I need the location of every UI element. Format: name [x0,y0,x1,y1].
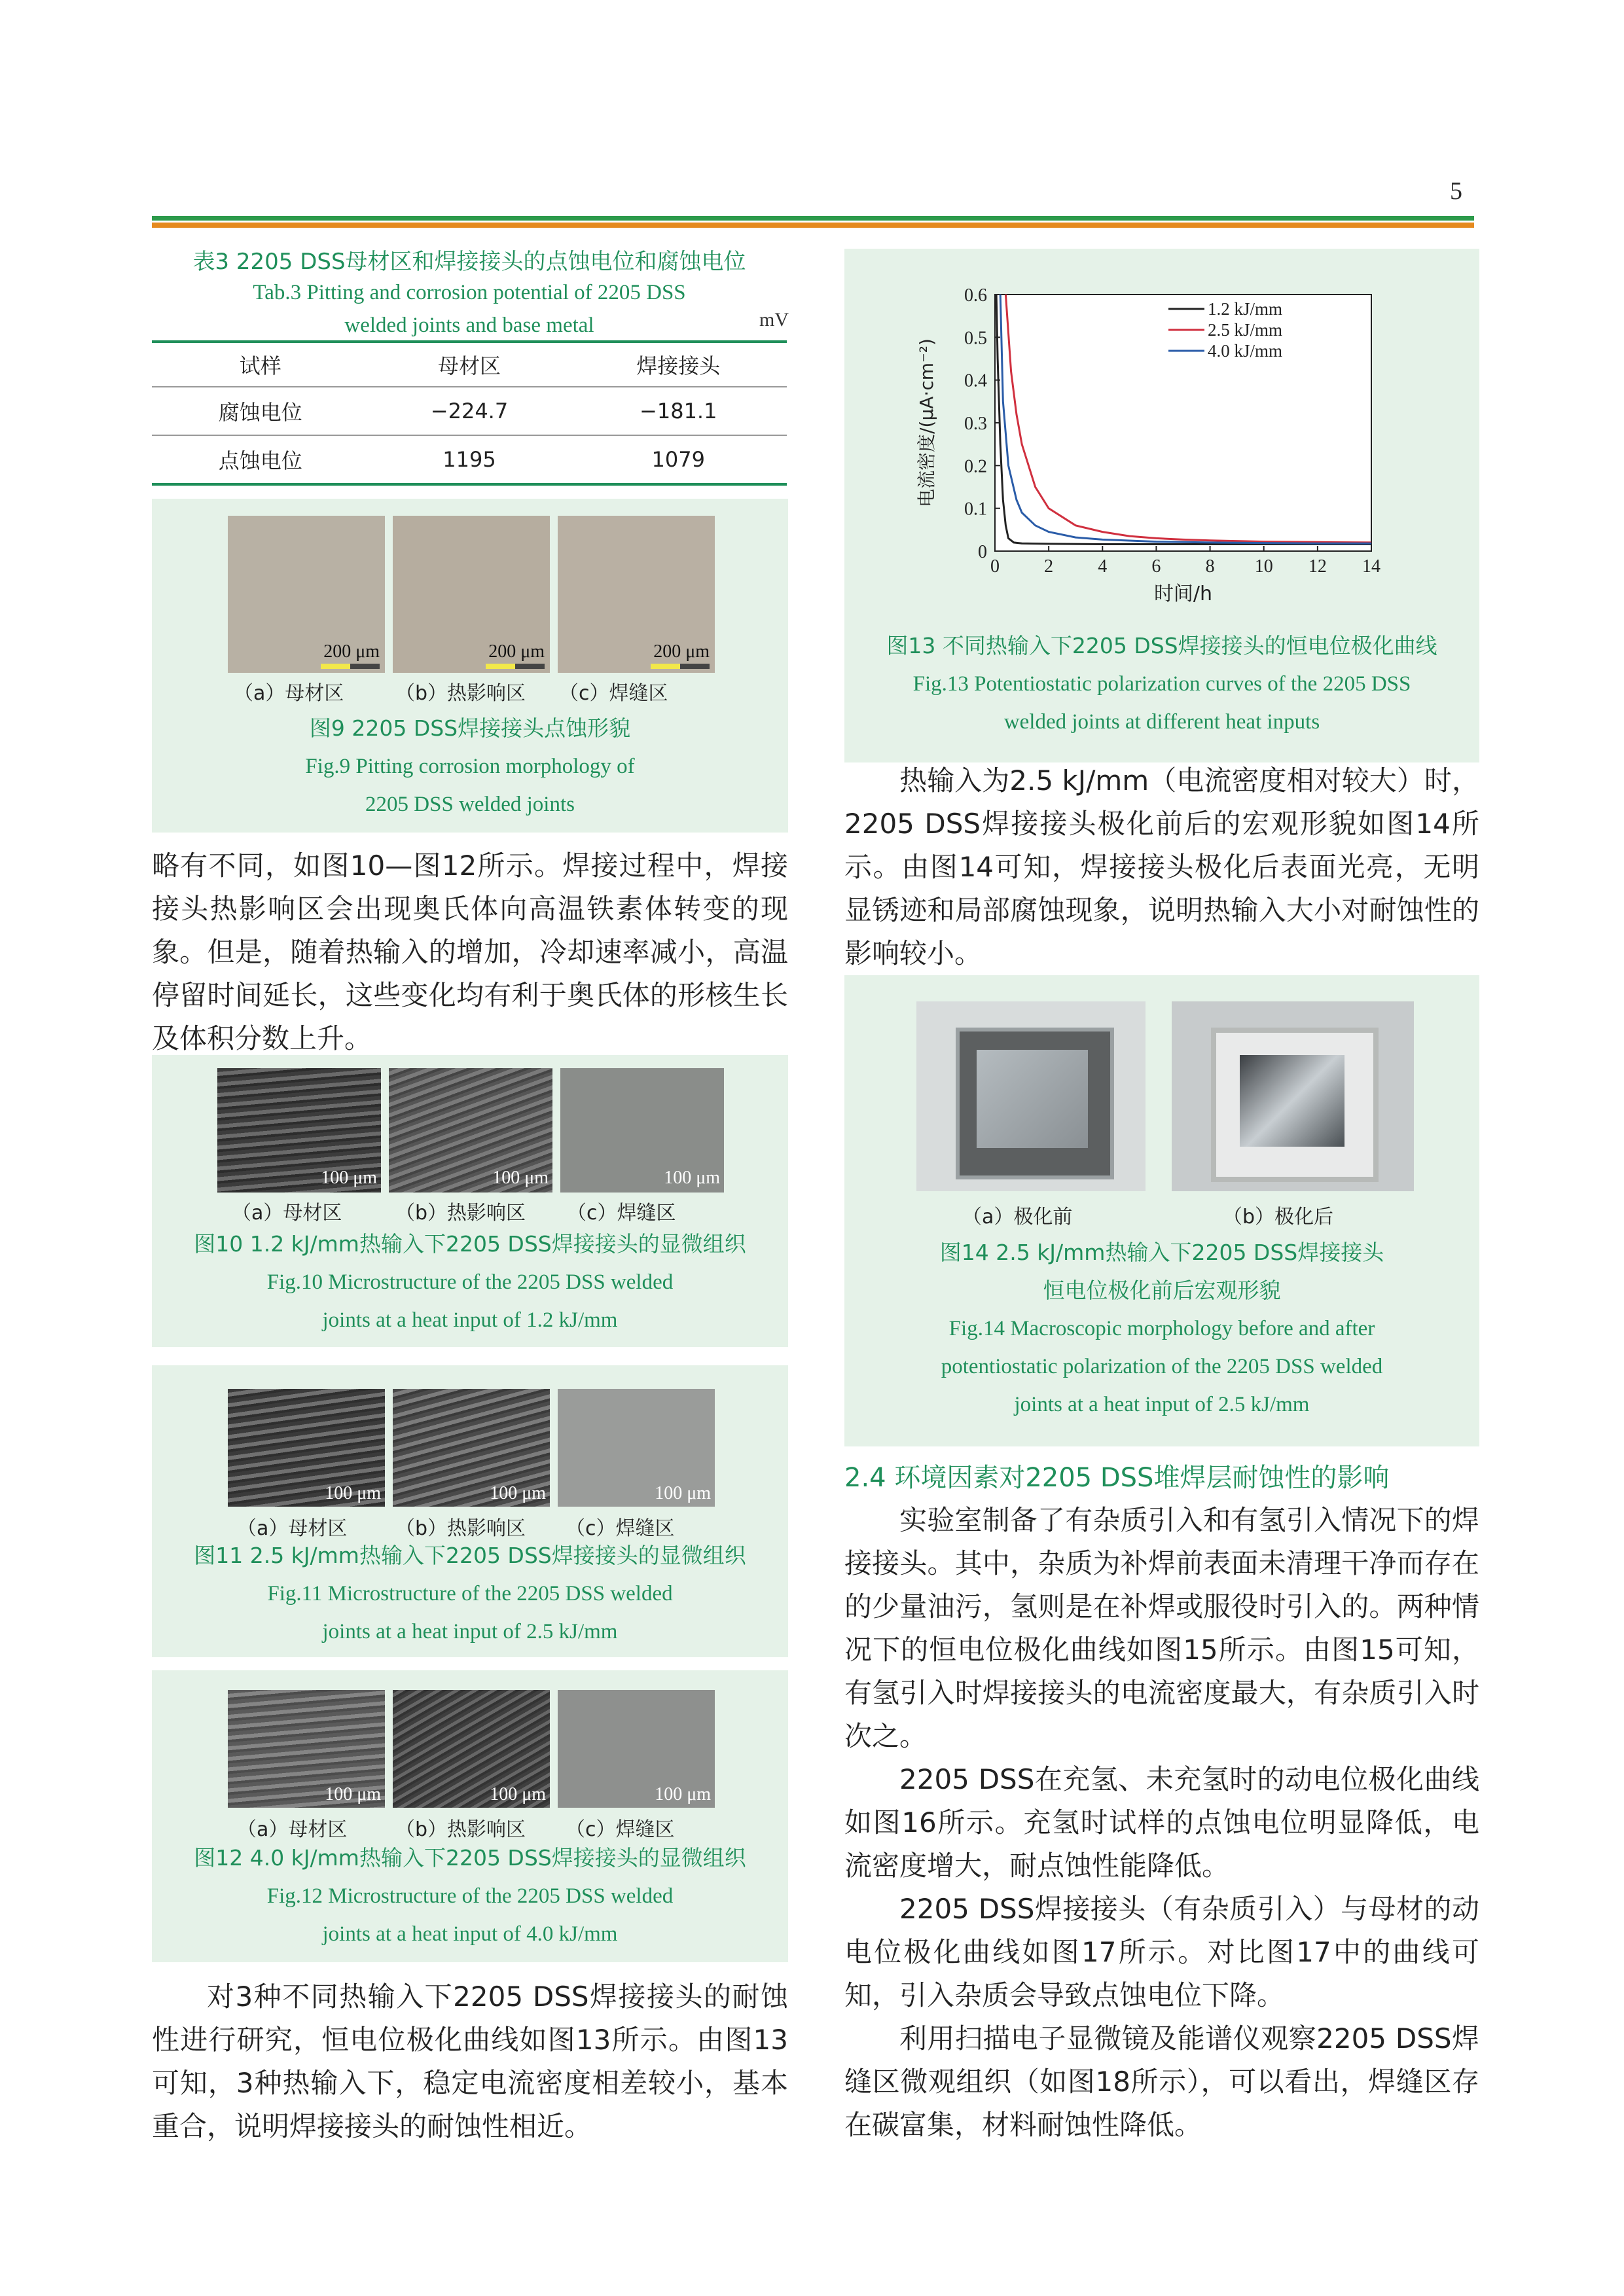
table-row [152,387,787,435]
figure12-panel [152,1670,788,1962]
scale-label: 100 μm [321,1168,377,1188]
fig13-caption-en2: welded joints at different heat inputs [1003,710,1320,734]
x-axis-label: 时间/h [1153,583,1213,605]
scale-label: 100 μm [490,1784,546,1804]
fig14-image-b [1172,1001,1414,1191]
table3-title-en [152,276,787,342]
fig14-caption-zh2: 恒电位极化前后宏观形貌 [1043,1278,1281,1303]
figure14-panel [844,975,1479,1446]
legend-label: 1.2 kJ/mm [1208,299,1283,319]
fig11-image-a [228,1389,385,1507]
fig11-caption [152,1537,788,1651]
fig11-caption-zh: 图11 2.5 kJ/mm热输入下2205 DSS焊接接头的显微组织 [194,1543,746,1568]
table3-cell: 腐蚀电位 [152,387,369,435]
table3-cell: 1079 [570,435,787,484]
scale-label: 200 μm [323,641,380,662]
legend-label: 2.5 kJ/mm [1208,320,1283,340]
body-paragraph-right-1 [844,759,1479,975]
fig10-caption-en2: joints at a heat input of 1.2 kJ/mm [322,1308,618,1332]
fig13-caption-zh: 图13 不同热输入下2205 DSS焊接接头的恒电位极化曲线 [886,633,1437,658]
y-tick-label: 0.4 [964,370,987,391]
fig11-sub-b: （b）热影响区 [395,1517,526,1540]
header-rule-orange [152,223,1474,228]
fig14-caption [844,1234,1479,1424]
scale-label: 100 μm [664,1168,720,1188]
x-tick-label: 0 [990,556,1000,577]
legend-label: 4.0 kJ/mm [1208,341,1283,361]
fig12-caption-en2: joints at a heat input of 4.0 kJ/mm [322,1922,618,1946]
fig13-caption [844,627,1479,741]
fig14-image-a [916,1001,1146,1191]
fig9-caption-en2: 2205 DSS welded joints [365,793,575,816]
scale-label: 100 μm [492,1168,549,1188]
page-number: 5 [1450,177,1462,205]
figure10-panel [152,1055,788,1347]
fig11-sub-a: （a）母材区 [237,1517,348,1540]
scale-label: 200 μm [653,641,710,662]
table3-header-cell: 母材区 [369,342,569,387]
specimen-surface [1240,1055,1344,1147]
paragraph-text: 实验室制备了有杂质引入和有氢引入情况下的焊接接头。其中，杂质为补焊前表面未清理干净而存在的少量油污，氢则是在补焊或服役时引入的。两种情况下的恒电位极化曲线如图15所示。由图15可知，有氢引入时焊接接头的电流密度最大，有杂质引入时次之。 [844,1504,1479,1752]
table3-header-row [152,342,787,387]
scale-label: 100 μm [490,1483,546,1503]
x-tick-label: 4 [1098,556,1108,577]
fig11-sub-c: （c）焊缝区 [566,1517,675,1540]
fig10-caption [152,1225,788,1339]
fig12-sub-c: （c）焊缝区 [566,1818,675,1841]
scale-label: 100 μm [655,1483,711,1503]
paragraph-text: 略有不同，如图10—图12所示。焊接过程中，焊接接头热影响区会出现奥氏体向高温铁素体转变的现象。但是，随着热输入的增加，冷却速率减小，高温停留时间延长，这些变化均有利于奥氏体的形核生长及体积分数上升。 [152,850,788,1054]
table3 [152,340,787,486]
fig12-sub-b: （b）热影响区 [395,1818,526,1841]
table-row [152,435,787,484]
figure9-panel [152,499,788,833]
scale-bar [321,664,380,669]
specimen-surface [977,1050,1088,1148]
table3-header-cell: 焊接接头 [570,342,787,387]
chart-legend [1168,299,1282,361]
fig12-image-a [228,1690,385,1808]
y-tick-label: 0.5 [964,328,987,349]
fig9-image-b [393,516,550,673]
table3-cell: −224.7 [369,387,569,435]
paragraph-text: 2205 DSS焊接接头（有杂质引入）与母材的动电位极化曲线如图17所示。对比图17中的曲线可知，引入杂质会导致点蚀电位下降。 [844,1893,1479,2011]
fig14-caption-zh1: 图14 2.5 kJ/mm热输入下2205 DSS焊接接头 [939,1240,1384,1265]
scale-label: 100 μm [325,1784,381,1804]
y-tick-label: 0.2 [964,456,987,477]
table3-title-en-line1: Tab.3 Pitting and corrosion potential of 2205 DSS [253,281,686,304]
fig11-caption-en2: joints at a heat input of 2.5 kJ/mm [322,1620,618,1643]
fig12-caption [152,1839,788,1953]
fig14-caption-en1: Fig.14 Macroscopic morphology before and after [948,1317,1375,1340]
fig10-image-c [560,1068,724,1193]
paragraph-text: 2205 DSS在充氢、未充氢时的动电位极化曲线如图16所示。充氢时试样的点蚀电位明显降低，电流密度增大，耐点蚀性能降低。 [844,1763,1479,1882]
fig9-sub-a: （a）母材区 [234,682,344,705]
y-tick-label: 0.3 [964,414,987,434]
x-tick-label: 2 [1044,556,1054,577]
y-tick-label: 0.1 [964,499,987,520]
fig9-sub-b: （b）热影响区 [395,682,526,705]
plot-frame [995,295,1371,551]
fig12-caption-zh: 图12 4.0 kJ/mm热输入下2205 DSS焊接接头的显微组织 [194,1845,746,1871]
table3-title-en-line2: welded joints and base metal [344,314,594,337]
fig10-sub-c: （c）焊缝区 [567,1202,676,1225]
paragraph-text: 利用扫描电子显微镜及能谱仪观察2205 DSS焊缝区微观组织（如图18所示），可以看出，焊缝区存在碳富集，材料耐蚀性降低。 [844,2022,1479,2141]
specimen-after [1211,1028,1379,1182]
fig9-caption [152,709,788,823]
fig13-caption-en1: Fig.13 Potentiostatic polarization curves of the 2205 DSS [912,672,1411,696]
fig9-caption-en1: Fig.9 Pitting corrosion morphology of [305,755,635,778]
fig10-sub-b: （b）热影响区 [395,1202,526,1225]
scale-label: 100 μm [325,1483,381,1503]
fig13-chart [844,249,1479,628]
fig9-sub-c: （c）焊缝区 [559,682,668,705]
scale-bar [486,664,545,669]
x-tick-label: 8 [1205,556,1215,577]
table3-cell: −181.1 [570,387,787,435]
fig11-image-b [393,1389,550,1507]
header-rule-green [152,216,1474,221]
x-tick-label: 12 [1308,556,1327,577]
table3-cell: 点蚀电位 [152,435,369,484]
fig14-sub-a: （a）极化前 [962,1206,1073,1229]
fig10-image-b [389,1068,552,1193]
fig9-caption-zh: 图9 2205 DSS焊接接头点蚀形貌 [309,715,631,741]
table3-header-cell: 试样 [152,342,369,387]
table3-title-zh: 表3 2205 DSS母材区和焊接接头的点蚀电位和腐蚀电位 [192,249,746,275]
body-paragraph-left-1 [152,844,788,1060]
fig12-image-c [558,1690,715,1808]
fig12-sub-a: （a）母材区 [237,1818,348,1841]
fig12-caption-en1: Fig.12 Microstructure of the 2205 DSS welded [266,1884,674,1908]
table3-unit: mV [759,309,789,331]
section-heading-2-4: 2.4 环境因素对2205 DSS堆焊层耐蚀性的影响 [844,1463,1390,1493]
body-paragraph-left-2 [152,1975,788,2148]
body-paragraphs-right [844,1499,1479,2147]
x-tick-label: 6 [1151,556,1161,577]
y-tick-label: 0 [978,542,987,562]
paragraph-text: 热输入为2.5 kJ/mm（电流密度相对较大）时，2205 DSS焊接接头极化前后的宏观形貌如图14所示。由图14可知，焊接接头极化后表面光亮，无明显锈迹和局部腐蚀现象，说明热输入大小对耐蚀性的影响较小。 [844,764,1479,969]
scale-label: 100 μm [655,1784,711,1804]
paragraph-text: 对3种不同热输入下2205 DSS焊接接头的耐蚀性进行研究，恒电位极化曲线如图13所示。由图13可知，3种热输入下，稳定电流密度相差较小，基本重合，说明焊接接头的耐蚀性相近。 [152,1981,788,2142]
fig14-caption-en3: joints at a heat input of 2.5 kJ/mm [1014,1393,1310,1416]
y-tick-label: 0.6 [964,285,987,306]
fig14-caption-en2: potentiostatic polarization of the 2205 DSS welded [941,1355,1383,1378]
figure13-panel [844,249,1479,762]
fig10-caption-zh: 图10 1.2 kJ/mm热输入下2205 DSS焊接接头的显微组织 [194,1231,746,1257]
y-axis-label: 电流密度/(μA·cm⁻²) [916,338,937,507]
fig9-image-c [558,516,715,673]
chart-axes [916,285,1380,605]
specimen-before [956,1028,1114,1179]
scale-bar [651,664,710,669]
fig9-image-a [228,516,385,673]
x-tick-label: 10 [1254,556,1273,577]
fig10-image-a [217,1068,381,1193]
table3-cell: 1195 [369,435,569,484]
fig11-image-c [558,1389,715,1507]
x-tick-label: 14 [1362,556,1380,577]
scale-label: 200 μm [488,641,545,662]
fig11-caption-en1: Fig.11 Microstructure of the 2205 DSS welded [267,1582,673,1605]
fig14-sub-b: （b）极化后 [1223,1206,1334,1229]
fig10-sub-a: （a）母材区 [232,1202,342,1225]
fig10-caption-en1: Fig.10 Microstructure of the 2205 DSS welded [266,1270,674,1294]
fig12-image-b [393,1690,550,1808]
figure11-panel [152,1365,788,1657]
